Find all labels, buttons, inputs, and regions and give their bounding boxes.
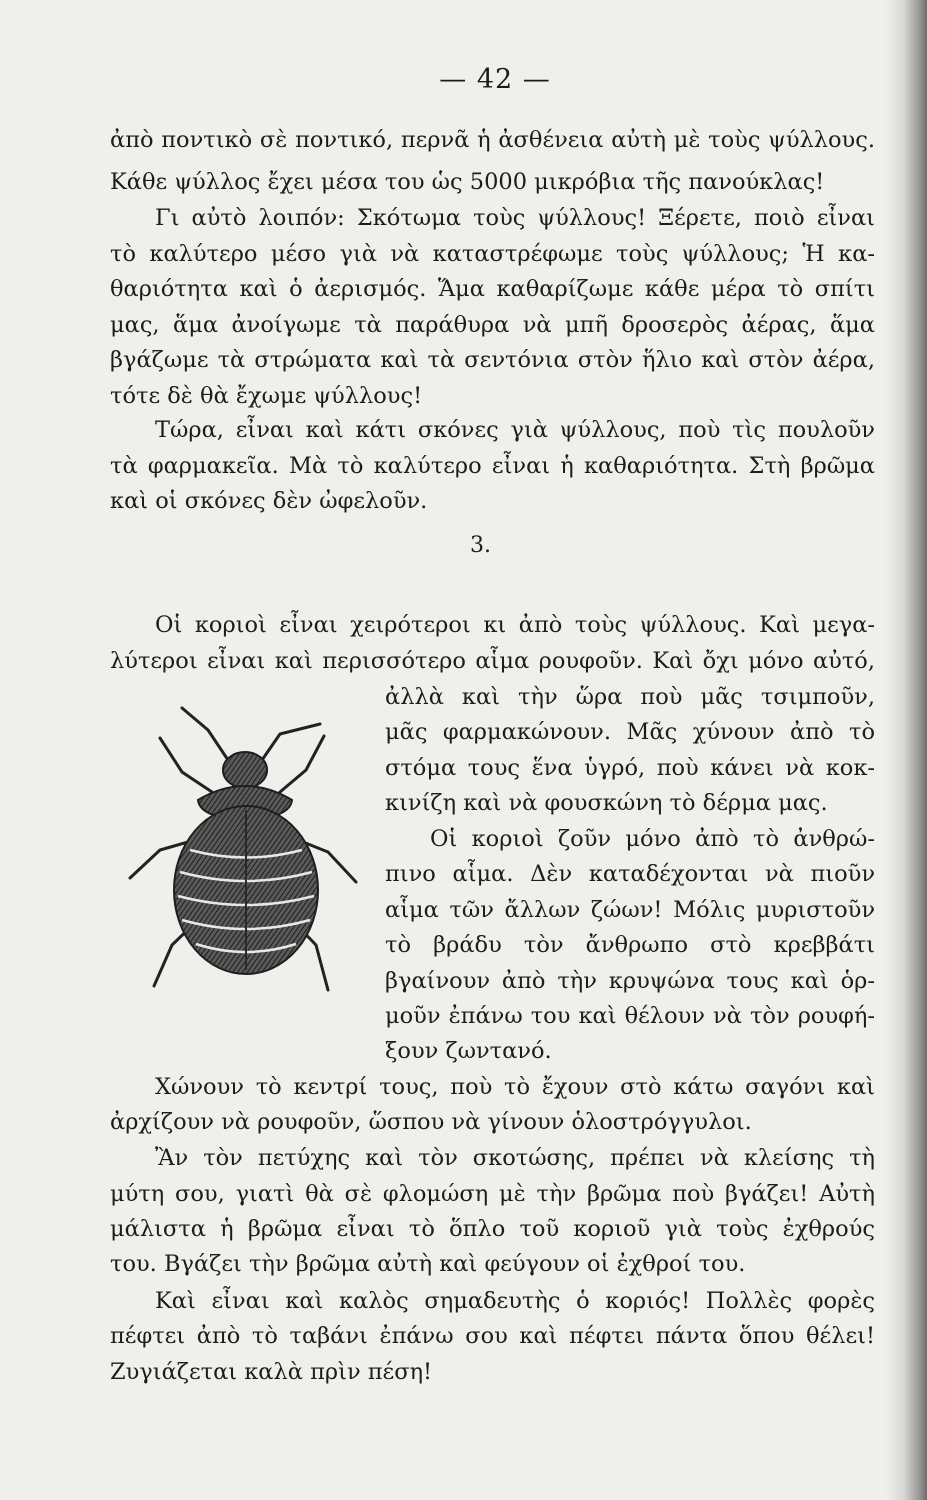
text-line: κινίζη καὶ νὰ φουσκώνη τὸ δέρμα μας. — [385, 790, 828, 816]
text-line: του. Βγάζει τὴν βρῶμα αὐτὴ καὶ φεύγουν οἱ ἐχθροί του. — [110, 1251, 746, 1277]
text-line: ἀπὸ ποντικὸ σὲ ποντικό, περνᾶ ἡ ἀσθένεια αὐτὴ μὲ τοὺς ψύλλους. — [110, 127, 875, 153]
text-line: μοῦν ἐπάνω του καὶ θέλουν νὰ τὸν ρουφή- — [385, 1003, 875, 1029]
text-line: Κάθε ψύλλος ἔχει μέσα του ὡς 5000 μικρόβια τῆς πανούκλας! — [110, 169, 825, 195]
text-line: βγαίνουν ἀπὸ τὴν κρυψώνα τους καὶ ὁρ- — [385, 968, 875, 994]
text-line: Γι αὐτὸ λοιπόν: Σκότωμα τοὺς ψύλλους! Ξέρετε, ποιὸ εἶναι — [155, 205, 875, 231]
text-line: πέφτει ἀπὸ τὸ ταβάνι ἐπάνω σου καὶ πέφτει πάντα ὅπου θέλει! — [110, 1323, 875, 1349]
text-line: τὸ βράδυ τὸν ἄνθρωπο στὸ κρεββάτι — [385, 932, 875, 958]
text-line: τὰ φαρμακεῖα. Μὰ τὸ καλύτερο εἶναι ἡ καθαριότητα. Στὴ βρῶμα — [110, 453, 875, 479]
page-number: — 42 — — [439, 64, 551, 95]
text-line: μᾶς φαρμακώνουν. Μᾶς χύνουν ἀπὸ τὸ — [385, 719, 875, 745]
text-line: ἀλλὰ καὶ τὴν ὥρα ποὺ μᾶς τσιμποῦν, — [385, 684, 875, 710]
text-line: τὸ καλύτερο μέσο γιὰ νὰ καταστρέφωμε τοὺς ψύλλους; Ἡ κα- — [110, 241, 875, 267]
text-line: μας, ἅμα ἀνοίγωμε τὰ παράθυρα νὰ μπῆ δροσερὸς ἀέρας, ἅμα — [110, 312, 875, 338]
text-line: ἀρχίζουν νὰ ρουφοῦν, ὥσπου νὰ γίνουν ὁλοστρόγγυλοι. — [110, 1109, 752, 1135]
text-line: στόμα τους ἕνα ὑγρό, ποὺ κάνει νὰ κοκ- — [385, 755, 875, 781]
text-line: Χώνουν τὸ κεντρί τους, ποὺ τὸ ἔχουν στὸ κάτω σαγόνι καὶ — [155, 1074, 875, 1100]
text-line: Ζυγιάζεται καλὰ πρὶν πέση! — [110, 1359, 433, 1385]
text-line: πινο αἷμα. Δὲν καταδέχονται νὰ πιοῦν — [385, 861, 875, 887]
section-number: 3. — [470, 533, 491, 558]
page-edge-shadow — [885, 0, 927, 1500]
text-line: καὶ οἱ σκόνες δὲν ὠφελοῦν. — [110, 488, 428, 514]
text-line: Καὶ εἶναι καὶ καλὸς σημαδευτὴς ὁ κοριός! Πολλὲς φορὲς — [155, 1288, 875, 1314]
text-line: μύτη σου, γιατὶ θὰ σὲ φλομώση μὲ τὴν βρῶμα ποὺ βγάζει! Αὐτὴ — [110, 1181, 875, 1207]
text-line: Τώρα, εἶναι καὶ κάτι σκόνες γιὰ ψύλλους, ποὺ τὶς πουλοῦν — [155, 417, 875, 443]
text-line: Ἂν τὸν πετύχης καὶ τὸν σκοτώσης, πρέπει νὰ κλείσης τὴ — [155, 1145, 875, 1171]
text-line: μάλιστα ἡ βρῶμα εἶναι τὸ ὅπλο τοῦ κοριοῦ γιὰ τοὺς ἐχθρούς — [110, 1216, 875, 1242]
bedbug-illustration — [120, 700, 370, 1000]
text-line: Οἱ κοριοὶ εἶναι χειρότεροι κι ἀπὸ τοὺς ψύλλους. Καὶ μεγα- — [155, 612, 875, 638]
text-line: αἷμα τῶν ἄλλων ζώων! Μόλις μυριστοῦν — [385, 897, 875, 923]
text-line: λύτεροι εἶναι καὶ περισσότερο αἷμα ρουφοῦν. Καὶ ὄχι μόνο αὐτό, — [110, 648, 875, 674]
text-line: ξουν ζωντανό. — [385, 1038, 552, 1064]
text-line: βγάζωμε τὰ στρώματα καὶ τὰ σεντόνια στὸν ἥλιο καὶ στὸν ἀέρα, — [110, 347, 875, 373]
text-line: θαριότητα καὶ ὁ ἀερισμός. Ἅμα καθαρίζωμε κάθε μέρα τὸ σπίτι — [110, 276, 875, 302]
text-line: Οἱ κοριοὶ ζοῦν μόνο ἀπὸ τὸ ἀνθρώ- — [430, 826, 875, 852]
text-line: τότε δὲ θὰ ἔχωμε ψύλλους! — [110, 383, 423, 409]
